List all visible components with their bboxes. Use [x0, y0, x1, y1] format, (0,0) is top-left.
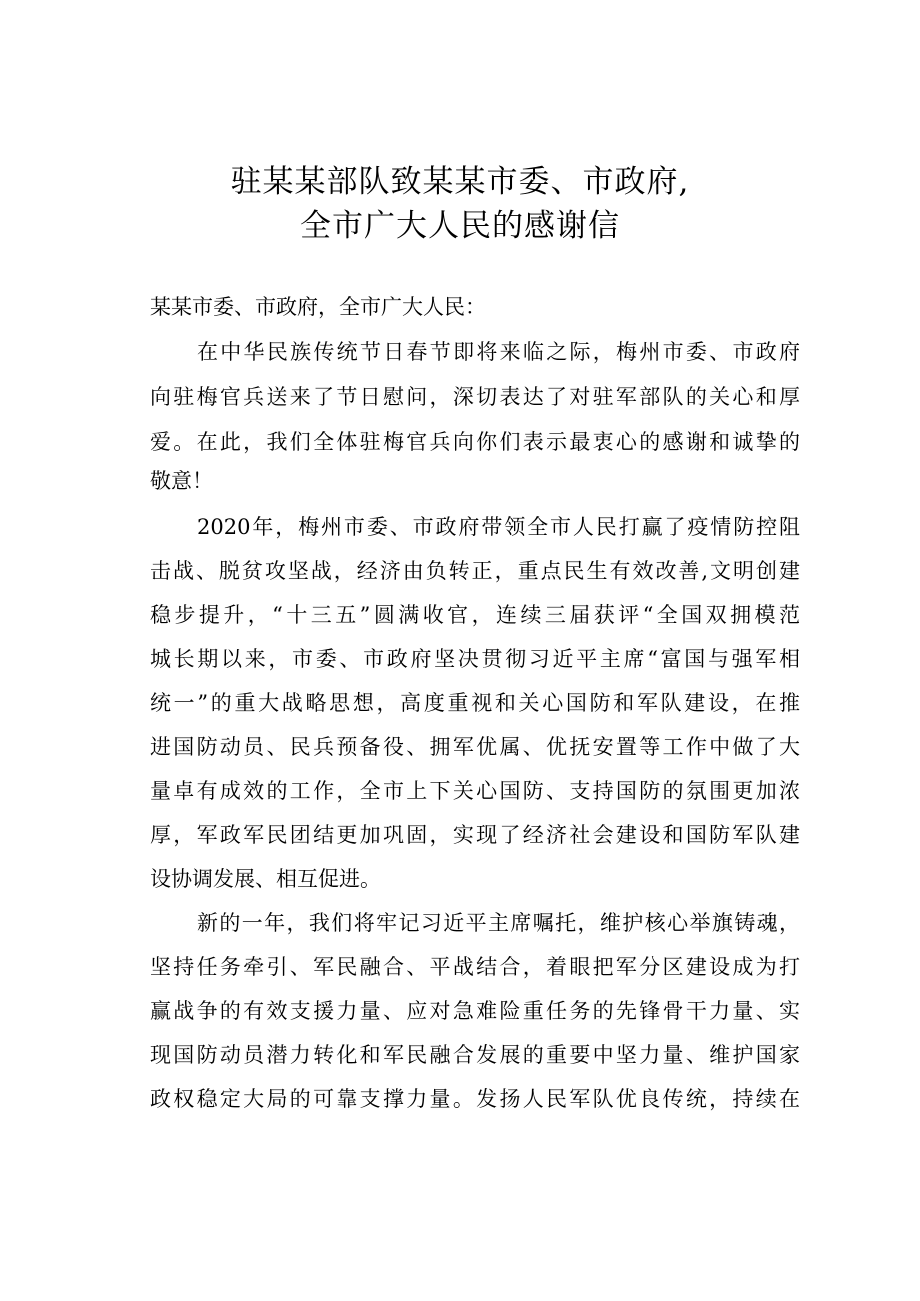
paragraph-2-line-7: 量卓有成效的工作，全市上下关心国防、支持国防的氛围更加浓 [150, 779, 800, 803]
paragraph-2-line-6: 进国防动员、民兵预备役、拥军优属、优抚安置等工作中做了大 [150, 735, 800, 759]
paragraph-3-line-1: 新的一年，我们将牢记习近平主席嘱托，维护核心举旗铸魂， [197, 911, 800, 935]
paragraph-2-line-2: 击战、脱贫攻坚战，经济由负转正，重点民生有效改善,文明创建 [150, 559, 800, 583]
paragraph-2-line-1: 2020年，梅州市委、市政府带领全市人民打赢了疫情防控阻 [197, 515, 800, 539]
paragraph-2-line-3: 稳步提升，“十三五”圆满收官，连续三届获评“全国双拥模范 [150, 603, 800, 627]
document-title-line-2: 全市广大人民的感谢信 [300, 208, 620, 244]
paragraph-3-line-5: 政权稳定大局的可靠支撑力量。发扬人民军队优良传统，持续在 [150, 1087, 800, 1111]
paragraph-1-line-4: 敬意！ [150, 469, 213, 493]
paragraph-2-line-4: 城长期以来，市委、市政府坚决贯彻习近平主席“富国与强军相 [150, 647, 800, 671]
salutation: 某某市委、市政府，全市广大人民： [150, 295, 486, 319]
paragraph-1-line-3: 爱。在此，我们全体驻梅官兵向你们表示最衷心的感谢和诚挚的 [150, 430, 800, 454]
paragraph-2-line-9: 设协调发展、相互促进。 [150, 867, 381, 891]
paragraph-2-line-8: 厚，军政军民团结更加巩固，实现了经济社会建设和国防军队建 [150, 823, 800, 847]
paragraph-3-line-2: 坚持任务牵引、军民融合、平战结合，着眼把军分区建设成为打 [150, 955, 800, 979]
document-title-line-1: 驻某某部队致某某市委、市政府, [230, 164, 690, 200]
paragraph-1-line-2: 向驻梅官兵送来了节日慰问，深切表达了对驻军部队的关心和厚 [150, 385, 800, 409]
paragraph-3-line-4: 现国防动员潜力转化和军民融合发展的重要中坚力量、维护国家 [150, 1043, 800, 1067]
paragraph-3-line-3: 赢战争的有效支援力量、应对急难险重任务的先锋骨干力量、实 [150, 999, 800, 1023]
paragraph-2-line-5: 统一”的重大战略思想，高度重视和关心国防和军队建设，在推 [150, 691, 800, 715]
paragraph-1-line-1: 在中华民族传统节日春节即将来临之际，梅州市委、市政府 [197, 340, 800, 364]
